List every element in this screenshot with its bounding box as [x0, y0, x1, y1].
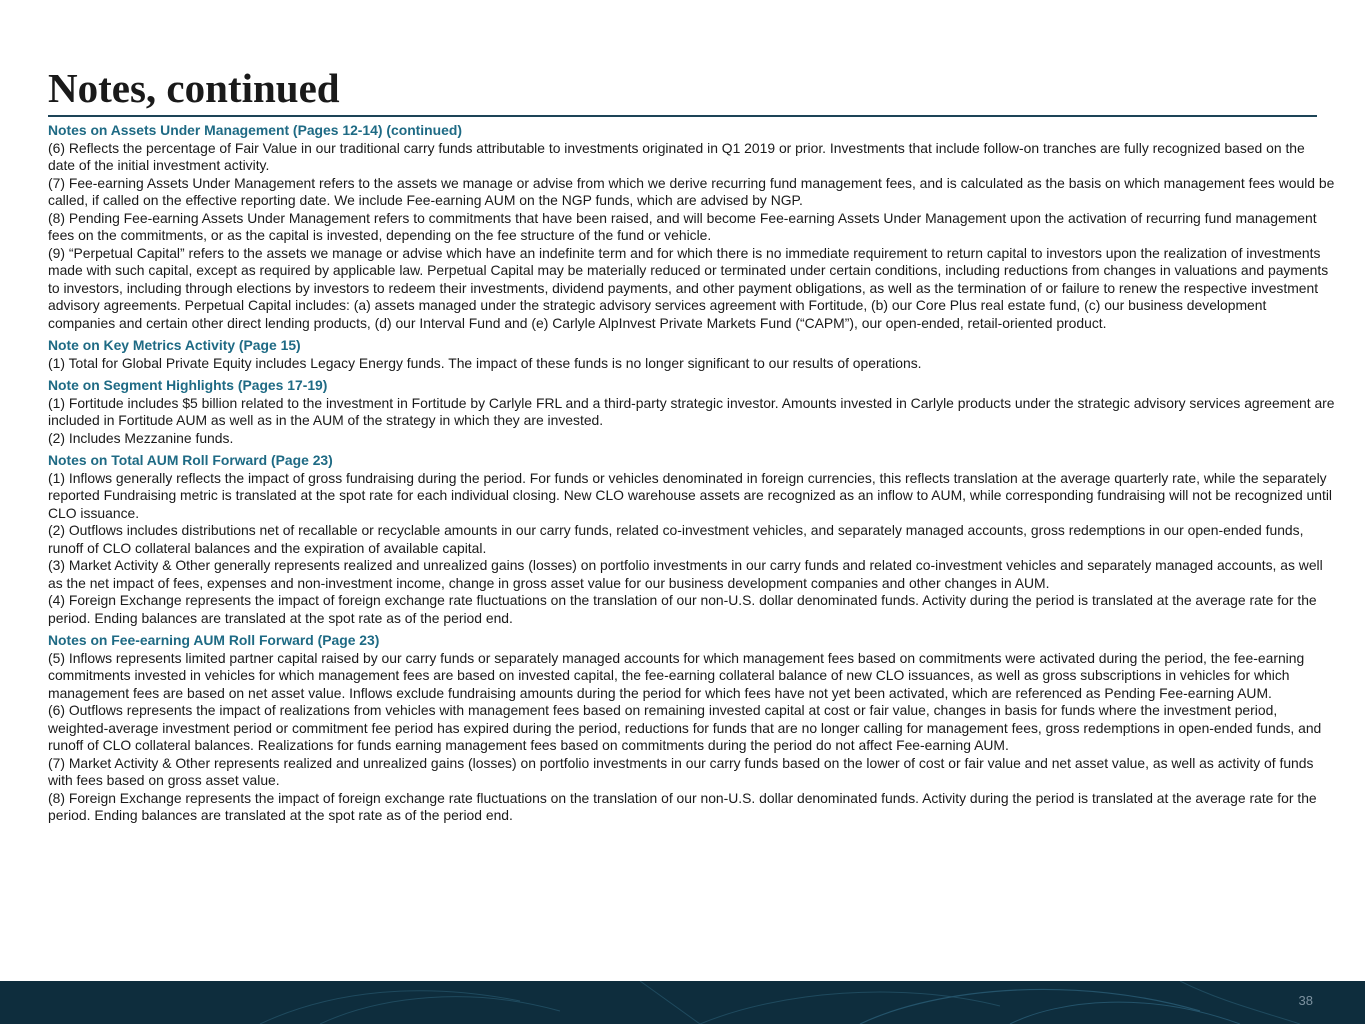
note-item: (7) Fee-earning Assets Under Management refers to the assets we manage or advise from which we derive recurring fund management fees, and is calculated as the basis on which management fees would be called, if called on the effective reporting date. We include Fee-earning AUM on the NGP funds, which are advised by NGP.	[48, 174, 1335, 208]
note-item: (7) Market Activity & Other represents realized and unrealized gains (losses) on portfolio investments in our carry funds based on the lower of cost or fair value and net asset value, as well as activity of funds with fees based on gross asset value.	[48, 754, 1314, 788]
note-item: (5) Inflows represents limited partner capital raised by our carry funds or separately managed accounts for which management fees based on commitments were activated during the period, the fee-earning commitments invested in vehicles for which management fees are based on invested capital, the fee-earning collateral balance of new CLO issuances, as well as gross subscriptions in vehicles for which management fees are based on net asset value. Inflows exclude fundraising amounts during the period for which fees have not yet been activated, which are referenced as Pending Fee-earning AUM.	[48, 649, 1305, 701]
section-heading: Notes on Total AUM Roll Forward (Page 23)	[48, 452, 333, 468]
note-item: (3) Market Activity & Other generally represents realized and unrealized gains (losses) on portfolio investments in our carry funds and related co-investment vehicles and separately managed accounts, as well as the net impact of fees, expenses and non-investment income, change in gross asset value for our business development companies and other changes in AUM.	[48, 557, 1323, 591]
note-item: (8) Pending Fee-earning Assets Under Management refers to commitments that have been raised, and will become Fee-earning Assets Under Management upon the activation of recurring fund management fees on the commitments, or as the capital is invested, depending on the fee structure of the fund or vehicle.	[48, 209, 1317, 243]
note-item: (1) Inflows generally reflects the impact of gross fundraising during the period. For funds or vehicles denominated in foreign currencies, this reflects translation at the average quarterly rate, while the separately reported Fundraising metric is translated at the spot rate for each individual closing. New CLO warehouse assets are recognized as an inflow to AUM, while corresponding fundraising will not be recognized until CLO issuance.	[48, 469, 1333, 521]
note-item: (8) Foreign Exchange represents the impact of foreign exchange rate fluctuations on the translation of our non-U.S. dollar denominated funds. Activity during the period is translated at the average rate for the period. Ending balances are translated at the spot rate as of the period end.	[48, 789, 1317, 823]
section-total-aum-roll-forward-notes	[48, 452, 1335, 627]
note-item: (2) Outflows includes distributions net of recallable or recyclable amounts in our carry funds, related co-investment vehicles, and separately managed accounts, gross redemptions in our open-ended funds, runoff of CLO collateral balances and the expiration of available capital.	[48, 522, 1304, 556]
note-item: (6) Outflows represents the impact of realizations from vehicles with management fees based on remaining invested capital at cost or fair value, changes in basis for funds where the investment period, weighted-average investment period or commitment fee period has expired during the period, reductions for funds that are no longer calling for management fees, gross redemptions in open-ended funds, and runoff of CLO collateral balances. Realizations for funds earning management fees based on commitments during the period do not affect Fee-earning AUM.	[48, 702, 1322, 753]
section-heading: Note on Segment Highlights (Pages 17-19)	[48, 377, 328, 393]
note-item: (1) Total for Global Private Equity includes Legacy Energy funds. The impact of these funds is no longer significant to our results of operations.	[48, 354, 922, 371]
section-heading: Notes on Assets Under Management (Pages 12-14) (continued)	[48, 122, 462, 138]
notes-content	[48, 122, 1335, 830]
section-fee-earning-aum-roll-forward-notes	[48, 632, 1335, 825]
note-item: (4) Foreign Exchange represents the impact of foreign exchange rate fluctuations on the translation of our non-U.S. dollar denominated funds. Activity during the period is translated at the average rate for the period. Ending balances are translated at the spot rate as of the period end.	[48, 592, 1317, 626]
note-item: (1) Fortitude includes $5 billion related to the investment in Fortitude by Carlyle FRL and a third-party strategic investor. Amounts invested in Carlyle products under the strategic advisory services agreement are included in Fortitude AUM as well as in the AUM of the strategy in which they are invested.	[48, 394, 1335, 428]
note-item: (9) “Perpetual Capital” refers to the assets we manage or advise which have an indefinite term and for which there is no immediate requirement to return capital to investors upon the realization of investments made with such capital, except as required by applicable law. Perpetual Capital may be materially reduced or terminated under certain conditions, including reductions from changes in valuations and payments to investors, including through elections by investors to redeem their investments, dividend payments, and other payment obligations, as well as the termination of or failure to renew the respective investment advisory agreements. Perpetual Capital includes: (a) assets managed under the strategic advisory services agreement with Fortitude, (b) our Core Plus real estate fund, (c) our business development companies and certain other direct lending products, (d) our Interval Fund and (e) Carlyle AlpInvest Private Markets Fund (“CAPM”), our open-ended, retail-oriented product.	[48, 244, 1329, 331]
section-heading: Notes on Fee-earning AUM Roll Forward (Page 23)	[48, 632, 380, 648]
section-key-metrics-notes	[48, 337, 1335, 372]
footer-swirl-decoration	[0, 981, 1365, 1024]
section-segment-highlights-notes	[48, 377, 1335, 447]
page-title: Notes, continued	[48, 65, 340, 111]
note-item: (6) Reflects the percentage of Fair Value in our traditional carry funds attributable to investments originated in Q1 2019 or prior. Investments that include follow-on tranches are fully recognized based on the date of the initial investment activity.	[48, 139, 1305, 173]
section-aum-notes	[48, 122, 1335, 332]
note-item: (2) Includes Mezzanine funds.	[48, 429, 234, 446]
title-divider	[48, 115, 1317, 117]
page-number: 38	[1298, 993, 1313, 1008]
footer-band	[0, 981, 1365, 1024]
section-heading: Note on Key Metrics Activity (Page 15)	[48, 337, 301, 353]
